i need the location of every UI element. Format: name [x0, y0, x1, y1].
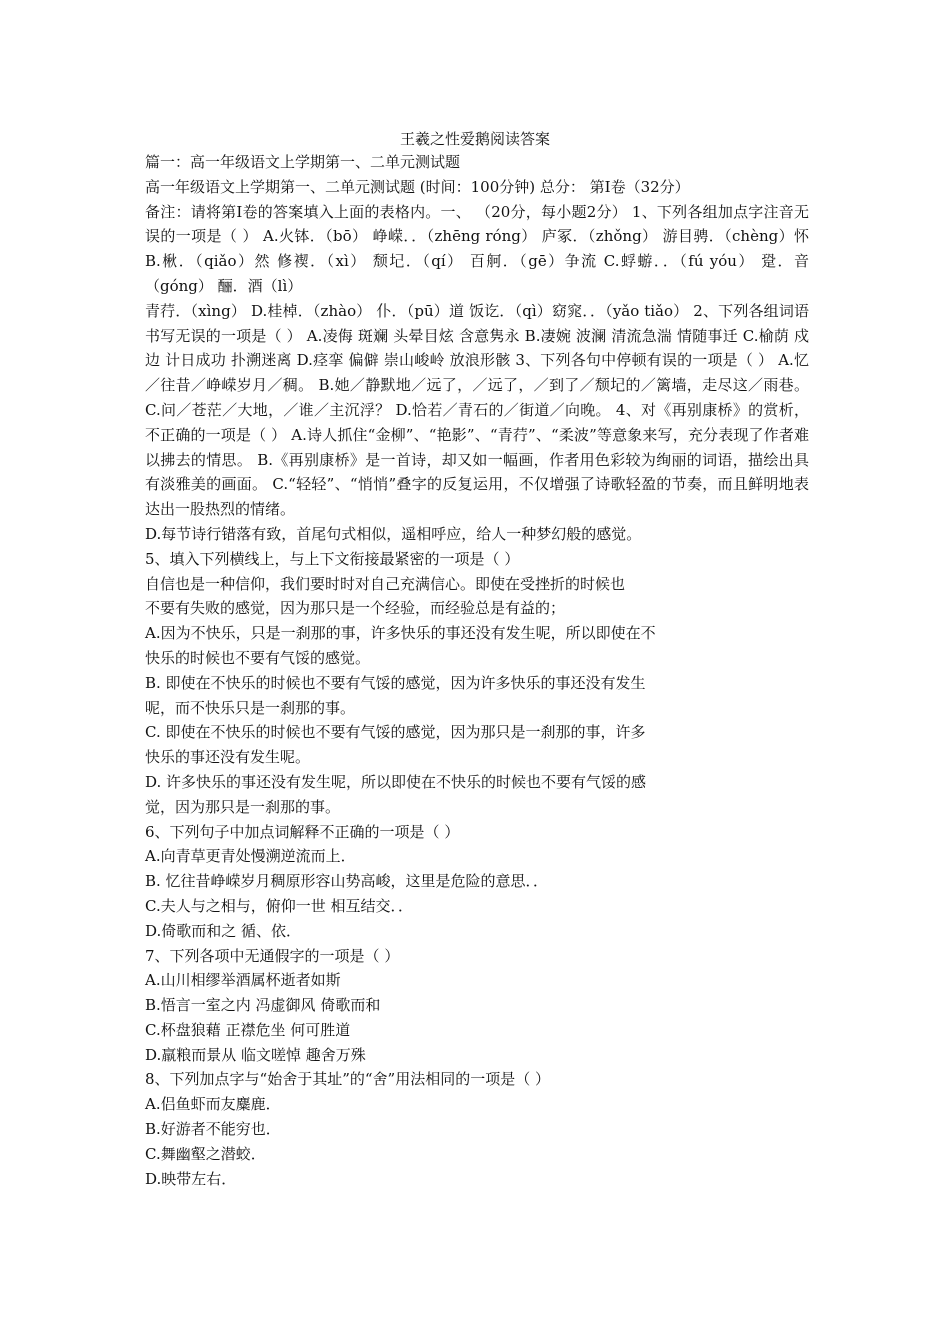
- paragraph: 高一年级语文上学期第一、二单元测试题 (时间：100分钟) 总分： 第Ⅰ卷（32分）: [145, 177, 690, 196]
- paragraph: 8、下列加点字与“始舍于其址”的“舍”用法相同的一项是（ ）: [145, 1070, 550, 1089]
- paragraph: 备注：请将第Ⅰ卷的答案填入上面的表格内。一、 （20分，每小题2分） 1、下列各组加点字注音无误的一项是（ ） A.火钵．（bō） 峥嵘．．（zhēng róng） 庐冢．（zhǒng） 游目骋．（chèng）怀 B.楸．（qiǎo）然 修褉．（xì） 颓圮．（qí） 百舸．（gē）争流 C.蜉蝣．．（fú yóu） 跫．音（góng） 酾．酒（lì）: [145, 202, 809, 295]
- paragraph: B.好游者不能穷也．: [145, 1120, 281, 1139]
- document-title: 王羲之性爱鹅阅读答案: [399, 130, 550, 148]
- paragraph: 不要有失败的感觉，因为那只是一个经验，而经验总是有益的；: [145, 599, 566, 618]
- paragraph: 5、填入下列横线上，与上下文衔接最紧密的一项是（ ）: [145, 549, 520, 568]
- paragraph: 6、下列句子中加点词解释不正确的一项是（ ）: [145, 822, 460, 841]
- paragraph: 篇一：高一年级语文上学期第一、二单元测试题: [145, 153, 461, 171]
- document-body: [145, 150, 809, 1191]
- paragraph: A.侣鱼虾而友麋鹿．: [145, 1095, 281, 1114]
- paragraph: D.映带左右．: [145, 1169, 237, 1188]
- paragraph: B. 即使在不快乐的时候也不要有气馁的感觉，因为许多快乐的事还没有发生: [145, 673, 646, 692]
- paragraph: A.山川相缪举酒属杯逝者如斯: [145, 971, 341, 990]
- paragraph: B. 忆往昔峥嵘岁月稠原形容山势高峻，这里是危险的意思．．: [145, 872, 549, 891]
- paragraph: 快乐的时候也不要有气馁的感觉。: [145, 648, 371, 667]
- paragraph: C.舞幽壑之潜蛟．: [145, 1144, 266, 1163]
- paragraph: C.夫人与之相与，俯仰一世 相互结交．．: [145, 896, 413, 915]
- paragraph: 呢，而不快乐只是一刹那的事。: [145, 698, 356, 717]
- paragraph: D. 许多快乐的事还没有发生呢，所以即使在不快乐的时候也不要有气馁的感: [145, 772, 647, 791]
- paragraph: A.向青草更青处慢溯逆流而上．: [145, 847, 356, 866]
- paragraph: 觉，因为那只是一刹那的事。: [145, 797, 341, 816]
- paragraph: C.杯盘狼藉 正襟危坐 何可胜道: [145, 1020, 351, 1039]
- paragraph: 青荇．（xìng） D.桂棹．（zhào） 仆．（pū）道 饭讫．（qì）窈窕．．（yǎo tiǎo） 2、下列各组词语书写无误的一项是（ ） A.凌侮 斑斓 头晕目炫 含意隽永 B.凄婉 波澜 清流急湍 情随事迁 C.榆荫 戍边 计日成功 扑溯迷离 D.痉挛 偏僻 崇山峻岭 放浪形骸 3、下列各句中停顿有误的一项是（ ） A.忆／往昔／峥嵘岁月／稠。 B.她／静默地／远了，／远了，／到了／颓圮的／篱墙，走尽这／雨巷。 C.问／苍茫／大地，／谁／主沉浮？ D.恰若／青石的／街道／向晚。 4、对《再别康桥》的赏析，不正确的一项是（ ） A.诗人抓住“金柳”、“艳影”、“青荇”、“柔波”等意象来写，充分表现了作者难以拂去的情思。 B.《再别康桥》是一首诗，却又如一幅画，作者用色彩较为绚丽的词语，描绘出具有淡雅美的画面。 C.“轻轻”、“悄悄”叠字的反复运用，不仅增强了诗歌轻盈的节奏，而且鲜明地表达出一股热烈的情绪。: [145, 301, 809, 519]
- paragraph: A.因为不快乐，只是一刹那的事，许多快乐的事还没有发生呢，所以即使在不: [145, 624, 656, 643]
- paragraph: D.倚歌而和之 循、依．: [145, 921, 302, 940]
- paragraph: 7、下列各项中无通假字的一项是（ ）: [145, 946, 400, 965]
- paragraph: D.羸粮而景从 临文嗟悼 趣舍万殊: [145, 1045, 366, 1064]
- paragraph: 自信也是一种信仰，我们要时时对自己充满信心。即使在受挫折的时候也: [145, 574, 626, 593]
- paragraph: D.每节诗行错落有致，首尾句式相似，遥相呼应，给人一种梦幻般的感觉。: [145, 524, 642, 543]
- paragraph: B.悟言一室之内 冯虚御风 倚歌而和: [145, 996, 381, 1015]
- paragraph: C. 即使在不快乐的时候也不要有气馁的感觉，因为那只是一刹那的事，许多: [145, 723, 646, 742]
- paragraph: 快乐的事还没有发生呢。: [145, 748, 311, 767]
